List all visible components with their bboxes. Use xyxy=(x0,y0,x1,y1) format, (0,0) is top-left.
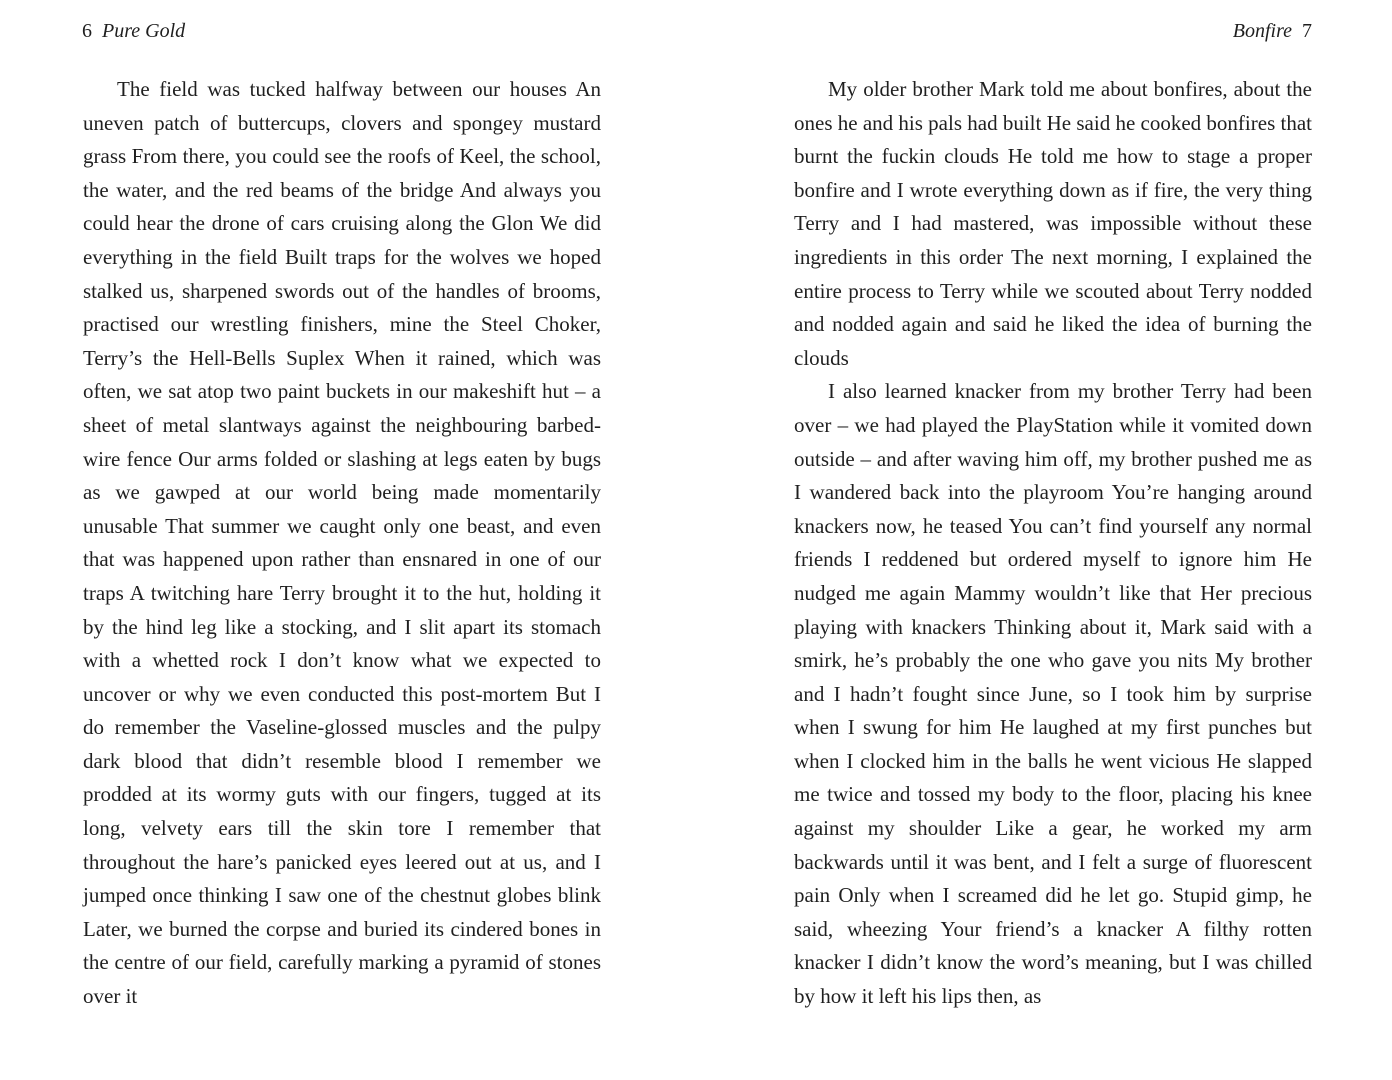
left-running-head xyxy=(82,16,185,46)
paragraph: My older brother Mark told me about bonfires, about the ones he and his pals had built He said he cooked bonfires that burnt the fuckin clouds He told me how to stage a proper bonfire and I wrote everything down as if fire, the very thing Terry and I had mastered, was impossible without these ingredients in this order The next morning, I explained the entire process to Terry while we scouted about Terry nodded and nodded again and said he liked the idea of burning the clouds xyxy=(794,77,1312,370)
left-page-number: 6 xyxy=(82,20,92,42)
right-page xyxy=(696,0,1392,1080)
right-running-head xyxy=(1233,16,1312,46)
paragraph: I also learned knacker from my brother Terry had been over – we had played the PlayStation while it vomited down outside – and after waving him off, my brother pushed me as I wandered back into the playroom You’re hanging around knackers now, he teased You can’t find yourself any normal friends I reddened but ordered myself to ignore him He nudged me again Mammy wouldn’t like that Her precious playing with knackers Thinking about it, Mark said with a smirk, he’s probably the one who gave you nits My brother and I hadn’t fought since June, so I took him by surprise when I swung for him He laughed at my first punches but when I clocked him in the balls he went vicious He slapped me twice and tossed my body to the floor, placing his knee against my shoulder Like a gear, he worked my arm backwards until it was bent, and I felt a surge of fluorescent pain Only when I screamed did he let go. Stupid gimp, he said, wheezing Your friend’s a knacker A filthy rotten knacker I didn’t know the word’s meaning, but I was chilled by how it left his lips then, as xyxy=(794,379,1312,1009)
left-text-block xyxy=(83,73,601,1014)
right-header-title: Bonfire xyxy=(1232,20,1292,42)
paragraph: The field was tucked halfway between our houses An uneven patch of buttercups, clovers and spongey mustard grass From there, you could see the roofs of Keel, the school, the water, and the red beams of the bridge And always you could hear the drone of cars cruising along the Glon We did everything in the field Built traps for the wolves we hoped stalked us, sharpened swords out of the handles of brooms, practised our wrestling finishers, mine the Steel Choker, Terry’s the Hell-Bells Suplex When it rained, which was often, we sat atop two paint buckets in our makeshift hut – a sheet of metal slantways against the neighbouring barbed-wire fence Our arms folded or slashing at legs eaten by bugs as we gawped at our world being made momentarily unusable That summer we caught only one beast, and even that was happened upon rather than ensnared in one of our traps A twitching hare Terry brought it to the hut, holding it by the hind leg like a stocking, and I slit apart its stomach with a whetted rock I don’t know what we expected to uncover or why we even conducted this post-mortem But I do remember the Vaseline-glossed muscles and the pulpy dark blood that didn’t resemble blood I remember we prodded at its wormy guts with our fingers, tugged at its long, velvety ears till the skin tore I remember that throughout the hare’s panicked eyes leered out at us, and I jumped once thinking I saw one of the chestnut globes blink Later, we burned the corpse and buried its cindered bones in the centre of our field, carefully marking a pyramid of stones over it xyxy=(83,77,601,1009)
right-text-block xyxy=(794,73,1312,1014)
left-header-title: Pure Gold xyxy=(102,20,186,42)
right-page-number: 7 xyxy=(1302,20,1312,42)
